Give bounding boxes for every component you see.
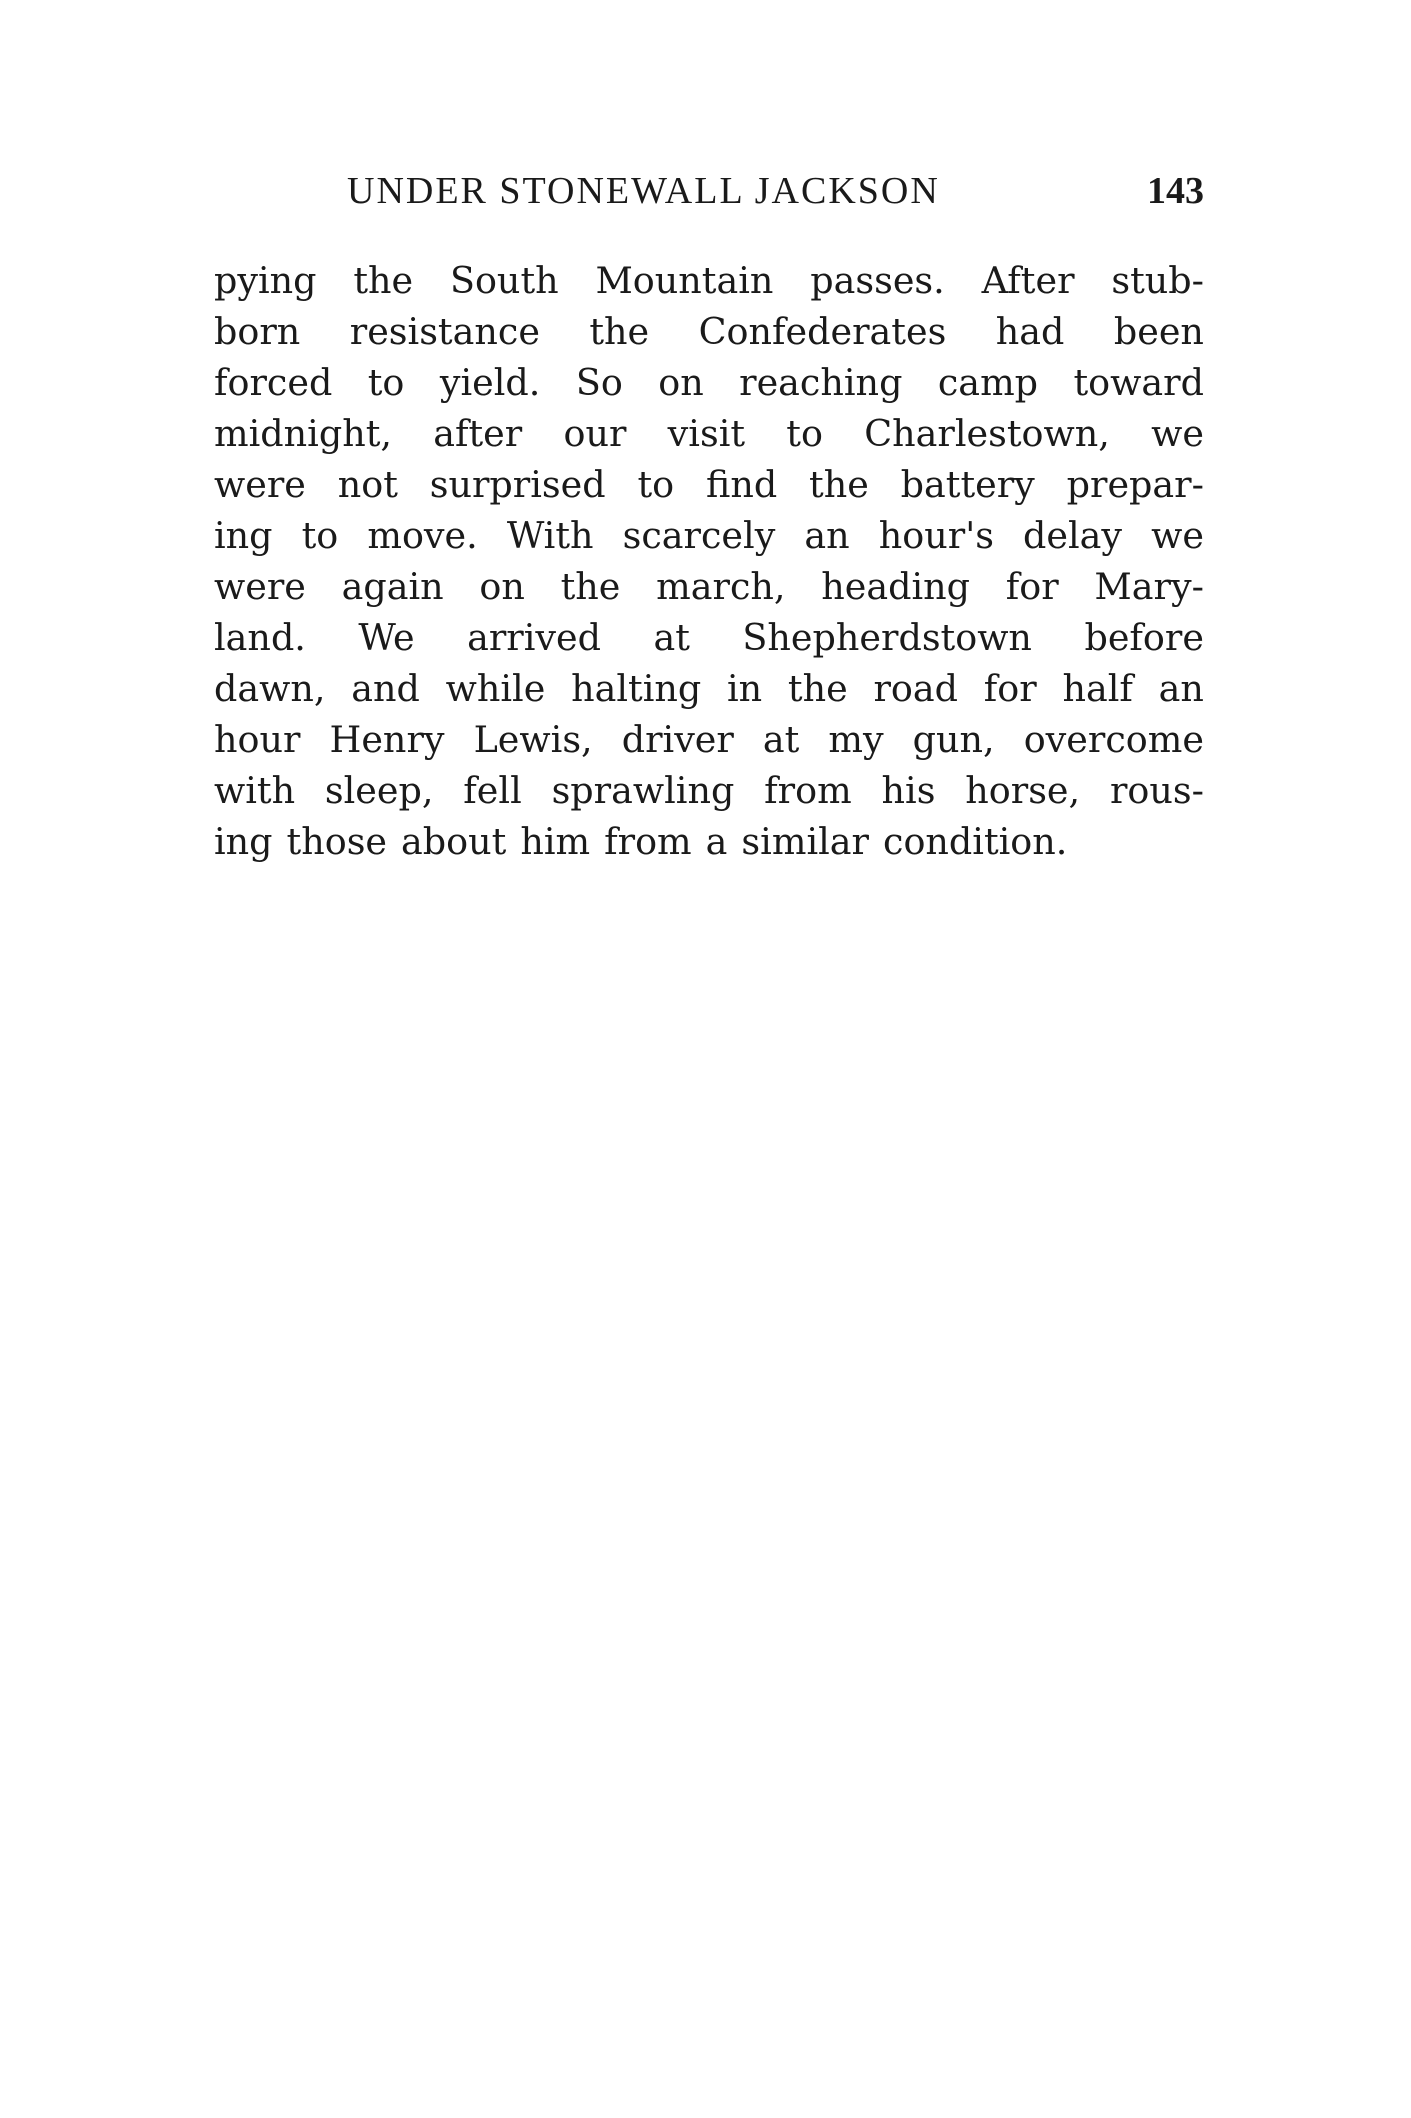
word: before [1084,616,1204,659]
word: dawn, [214,667,326,710]
word: a [705,820,728,863]
text-line [214,357,1204,408]
word: had [995,310,1065,353]
word: to [637,463,675,506]
word: stub- [1111,259,1204,302]
word: hour [214,718,301,761]
text-line [214,663,1204,714]
word: were [214,565,306,608]
word: the [353,259,414,302]
word: yield. [439,361,541,404]
word: horse, [965,769,1081,812]
body-paragraph [214,255,1204,867]
word: toward [1073,361,1204,404]
word: fell [463,769,522,812]
text-line [214,255,1204,306]
word: arrived [467,616,601,659]
text-line [214,306,1204,357]
word: Mary- [1094,565,1204,608]
word: ing [214,514,273,557]
running-head [214,166,1204,216]
word: from [764,769,852,812]
word: delay [1023,514,1123,557]
text-line [214,408,1204,459]
word: After [981,259,1075,302]
word: my [828,718,884,761]
word: midnight, [214,412,392,455]
word: Confederates [698,310,947,353]
word: passes. [810,259,945,302]
word: the [589,310,650,353]
word: pying [214,259,317,302]
word: those [286,820,388,863]
word: Mountain [595,259,774,302]
word: born [214,310,301,353]
word: to [786,412,823,455]
word: and [351,667,420,710]
word: prepar- [1066,463,1204,506]
word: his [881,769,936,812]
text-line [214,816,1204,867]
word: with [214,769,296,812]
word: while [445,667,546,710]
word: at [762,718,800,761]
word: in [726,667,763,710]
word: similar [741,820,869,863]
word: find [705,463,778,506]
word: on [479,565,525,608]
word: rous- [1109,769,1204,812]
word: to [301,514,339,557]
word: for [983,667,1037,710]
word: halting [571,667,702,710]
word: an [804,514,850,557]
text-line [214,765,1204,816]
word: at [653,616,690,659]
text-line [214,561,1204,612]
word: Shepherdstown [742,616,1032,659]
text-line [214,459,1204,510]
word: we [1151,412,1204,455]
word: march, [656,565,786,608]
text-line [214,714,1204,765]
word: forced [214,361,333,404]
word: an [1158,667,1204,710]
word: With [506,514,594,557]
word: scarcely [622,514,776,557]
word: on [658,361,704,404]
word: battery [900,463,1035,506]
word: We [358,616,415,659]
word: camp [937,361,1039,404]
word: road [873,667,959,710]
running-title: UNDER STONEWALL JACKSON [347,170,940,212]
word: to [367,361,405,404]
word: the [809,463,869,506]
word: not [337,463,398,506]
word: heading [821,565,970,608]
word: Henry [329,718,445,761]
word: about [401,820,507,863]
word: him [520,820,591,863]
word: half [1062,667,1133,710]
word: ing [214,820,273,863]
word: land. [214,616,306,659]
word: sprawling [551,769,735,812]
word: after [433,412,523,455]
word: surprised [429,463,606,506]
word: move. [367,514,478,557]
word: from [604,820,692,863]
word: we [1151,514,1204,557]
word: for [1005,565,1059,608]
word: South [449,259,559,302]
word: reaching [739,361,903,404]
text-line [214,612,1204,663]
word: were [214,463,306,506]
word: been [1113,310,1204,353]
word: Lewis, [473,718,593,761]
word: overcome [1023,718,1204,761]
word: hour's [878,514,994,557]
word: driver [621,718,734,761]
word: resistance [349,310,540,353]
word: the [560,565,621,608]
word: Charlestown, [864,412,1110,455]
word: visit [667,412,746,455]
word: condition. [883,820,1068,863]
word: again [341,565,444,608]
word: our [563,412,627,455]
word: sleep, [324,769,434,812]
word: So [575,361,623,404]
page-number: 143 [1147,170,1204,212]
text-line [214,510,1204,561]
word: gun, [912,718,995,761]
word: the [787,667,848,710]
